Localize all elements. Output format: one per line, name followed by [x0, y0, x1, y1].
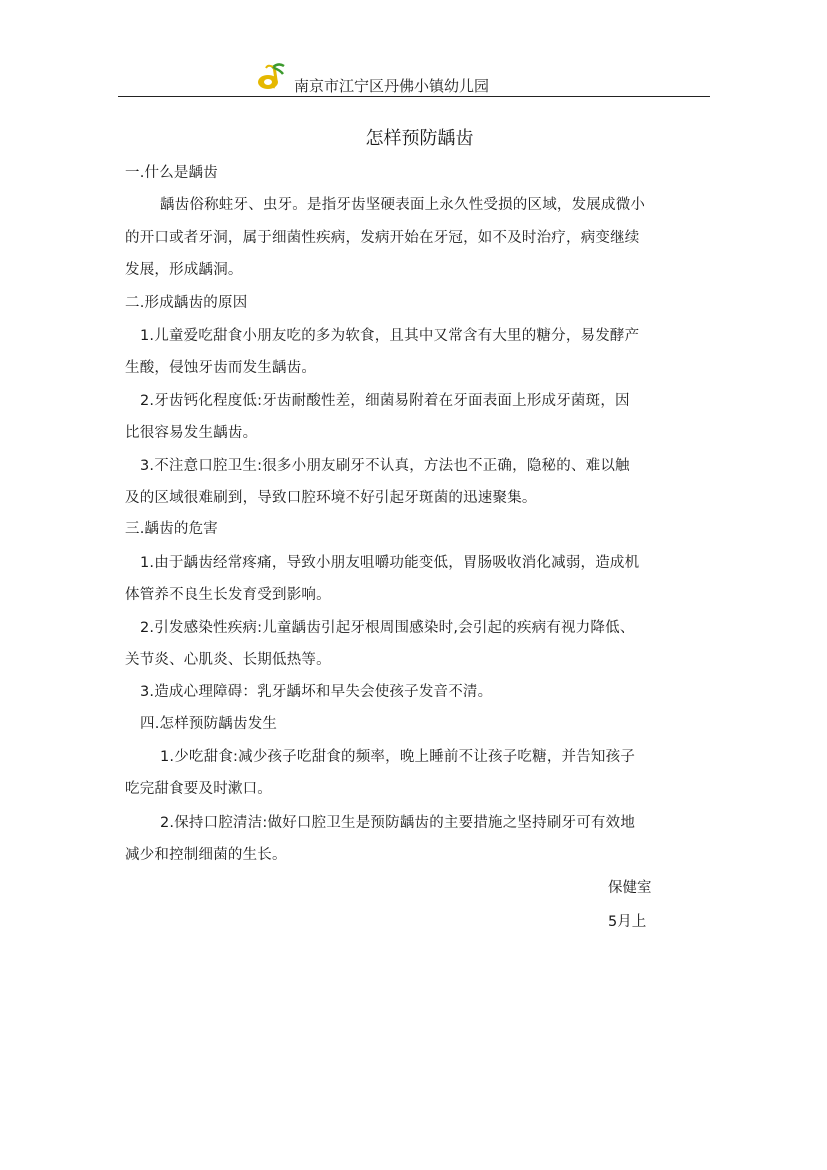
section-heading-1: 一.什么是龋齿 — [125, 165, 219, 181]
paragraph-line: 3.造成心理障碍：乳牙龋坏和早失会使孩子发音不清。 — [140, 684, 493, 700]
section-heading-3: 三.龋齿的危害 — [125, 521, 219, 537]
paragraph-line: 2.引发感染性疾病:儿童龋齿引起牙根周围感染时,会引起的疾病有视力降低、 — [140, 620, 635, 636]
paragraph-line: 龋齿俗称蛀牙、虫牙。是指牙齿坚硬表面上永久性受损的区域，发展成微小 — [160, 197, 646, 213]
section-heading-4: 四.怎样预防龋齿发生 — [140, 716, 278, 732]
paragraph-line: 吃完甜食要及时漱口。 — [125, 781, 272, 797]
paragraph-line: 1.儿童爱吃甜食小朋友吃的多为软食，且其中又常含有大里的糖分，易发酵产 — [140, 328, 640, 344]
paragraph-line: 1.由于龋齿经常疼痛，导致小朋友咀嚼功能变低，胃肠吸收消化减弱，造成机 — [140, 555, 640, 571]
signature: 保健室 — [608, 880, 652, 896]
paragraph-line: 及的区域很难刷到，导致口腔环境不好引起牙斑菌的迅速聚集。 — [125, 490, 537, 506]
school-name: 南京市江宁区丹佛小镇幼儿园 — [294, 77, 490, 95]
page-title: 怎样预防龋齿 — [365, 128, 474, 149]
paragraph-line: 1.少吃甜食:减少孩子吃甜食的频率，晚上睡前不让孩子吃糖，并告知孩子 — [160, 749, 636, 765]
paragraph-line: 比很容易发生龋齿。 — [125, 425, 258, 441]
paragraph-line: 生酸，侵蚀牙齿而发生龋齿。 — [125, 360, 317, 376]
paragraph-line: 的开口或者牙洞，属于细菌性疾病，发病开始在牙冠，如不及时治疗，病变继续 — [125, 230, 640, 246]
date: 5月上 — [608, 914, 647, 930]
section-heading-2: 二.形成龋齿的原因 — [125, 295, 248, 311]
paragraph-line: 2.保持口腔清洁:做好口腔卫生是预防龋齿的主要措施之坚持刷牙可有效地 — [160, 815, 636, 831]
paragraph-line: 减少和控制细菌的生长。 — [125, 847, 287, 863]
paragraph-line: 关节炎、心肌炎、长期低热等。 — [125, 652, 331, 668]
kindergarten-sun-logo-icon — [256, 62, 286, 92]
paragraph-line: 体管养不良生长发育受到影响。 — [125, 587, 331, 603]
paragraph-line: 2.牙齿钙化程度低:牙齿耐酸性差，细菌易附着在牙面表面上形成牙菌斑，因 — [140, 393, 630, 409]
paragraph-line: 3.不注意口腔卫生:很多小朋友刷牙不认真，方法也不正确，隐秘的、难以触 — [140, 458, 630, 474]
paragraph-line: 发展，形成龋洞。 — [125, 262, 243, 278]
